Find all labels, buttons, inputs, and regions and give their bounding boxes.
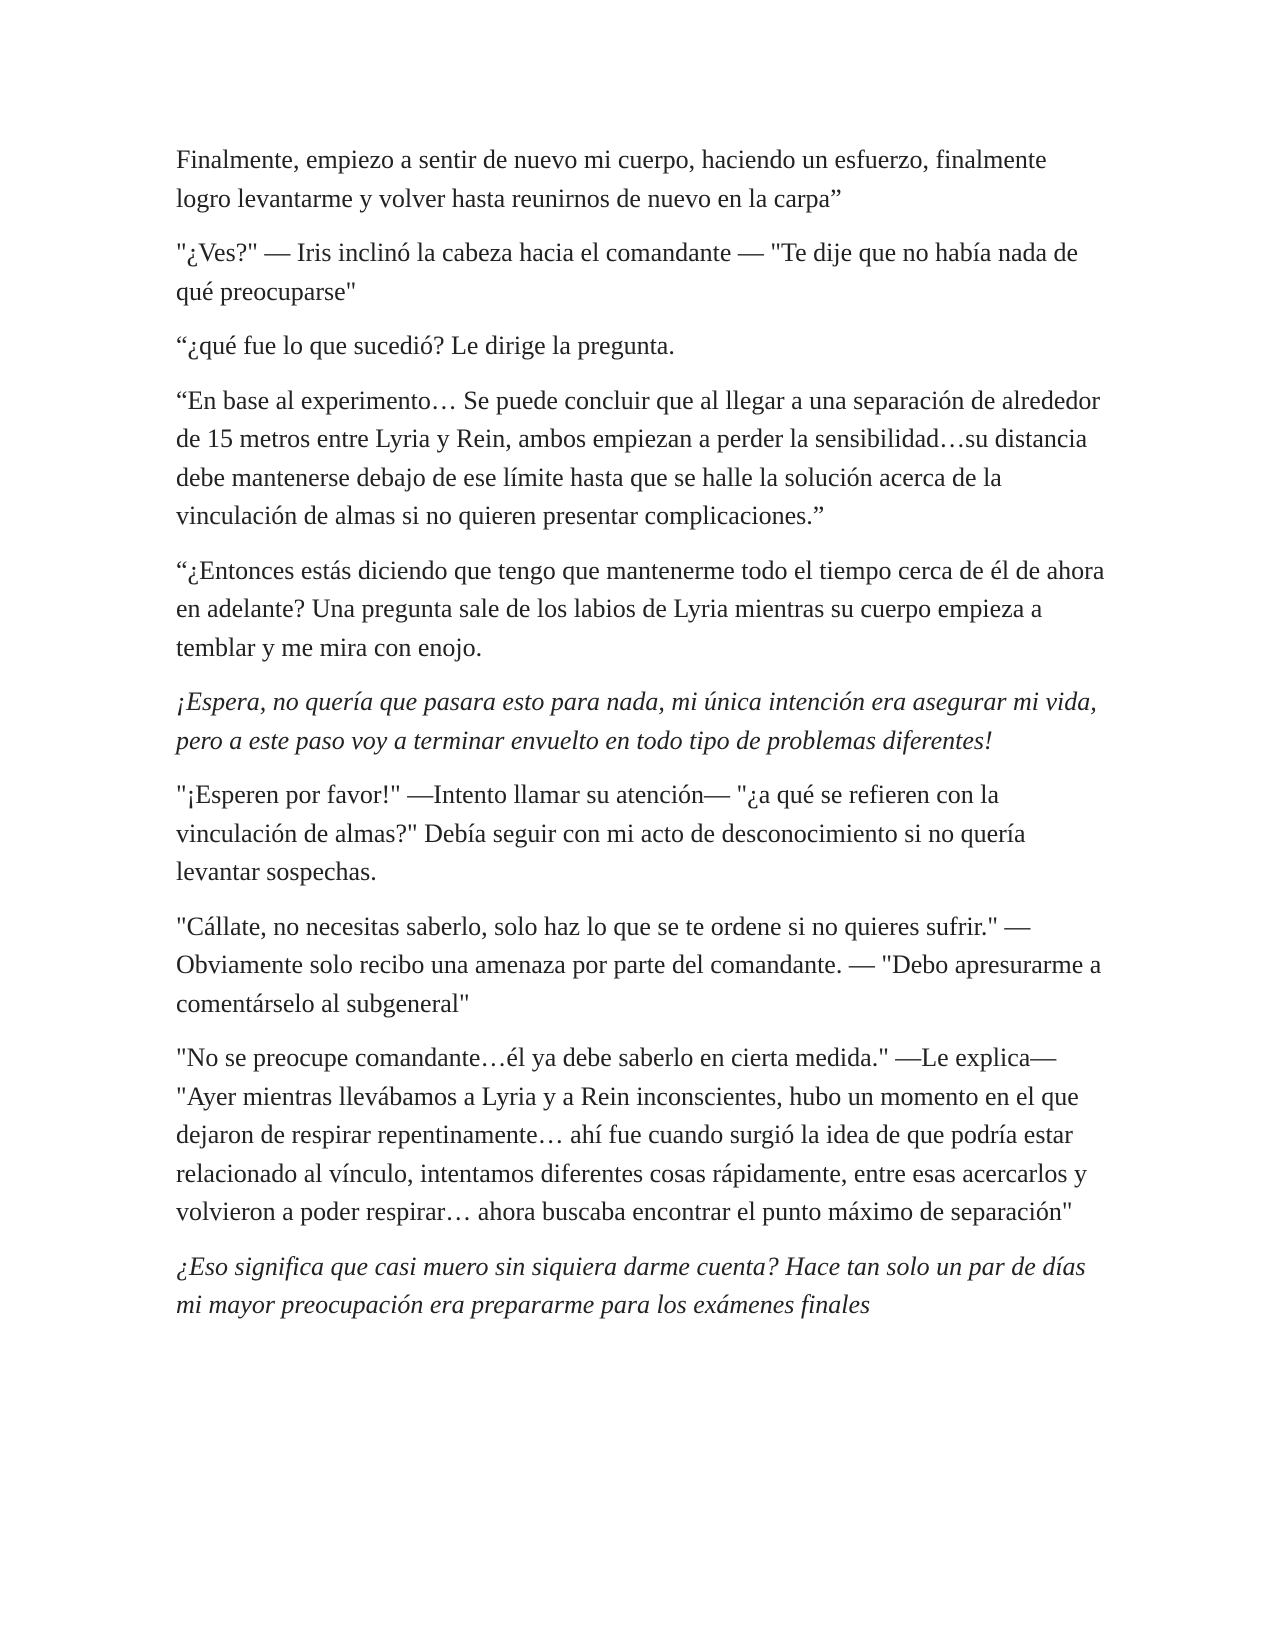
paragraph: “¿qué fue lo que sucedió? Le dirige la pregunta. [176,331,675,360]
paragraph: "¿Ves?" — Iris inclinó la cabeza hacia el comandante — "Te dije que no había nada de qué preocuparse" [176,238,1079,306]
paragraph: “En base al experimento… Se puede concluir que al llegar a una separación de alrededor de 15 metros entre Lyria y Rein, ambos empiezan a perder la sensibilidad…su distancia debe mantenerse debajo de ese límite hasta que se halle la solución acerca de la vinculación de almas si no quieren presentar complicaciones.” [176,385,1101,530]
paragraph: Finalmente, empiezo a sentir de nuevo mi cuerpo, haciendo un esfuerzo, finalmente logro levantarme y volver hasta reunirnos de nuevo en la carpa” [176,145,1047,213]
italic-paragraph: ¡Espera, no quería que pasara esto para nada, mi única intención era asegurar mi vida, pero a este paso voy a terminar envuelto en todo tipo de problemas diferentes! [176,687,1097,755]
italic-paragraph: ¿Eso significa que casi muero sin siquiera darme cuenta? Hace tan solo un par de días mi mayor preocupación era prepararme para los exámenes finales [176,1251,1086,1319]
paragraph: "¡Esperen por favor!" —Intento llamar su atención— "¿a qué se refieren con la vinculación de almas?" Debía seguir con mi acto de desconocimiento si no quería levantar sospechas. [176,780,1026,886]
paragraph: "No se preocupe comandante…él ya debe saberlo en cierta medida." —Le explica— "Ayer mientras llevábamos a Lyria y a Rein inconscientes, hubo un momento en el que dejaron de respirar repentinamente… ahí fue cuando surgió la idea de que podría estar relacionado al vínculo, intentamos diferentes cosas rápidamente, entre esas acercarlos y volvieron a poder respirar… ahora buscaba encontrar el punto máximo de separación" [176,1043,1088,1226]
document-body [176,141,1106,1341]
paragraph: "Cállate, no necesitas saberlo, solo haz lo que se te ordene si no quieres sufrir." —Obviamente solo recibo una amenaza por parte del comandante. — "Debo apresurarme a comentárselo al subgeneral" [176,911,1102,1018]
paragraph: “¿Entonces estás diciendo que tengo que mantenerme todo el tiempo cerca de él de ahora en adelante? Una pregunta sale de los labios de Lyria mientras su cuerpo empieza a temblar y me mira con enojo. [176,555,1105,662]
